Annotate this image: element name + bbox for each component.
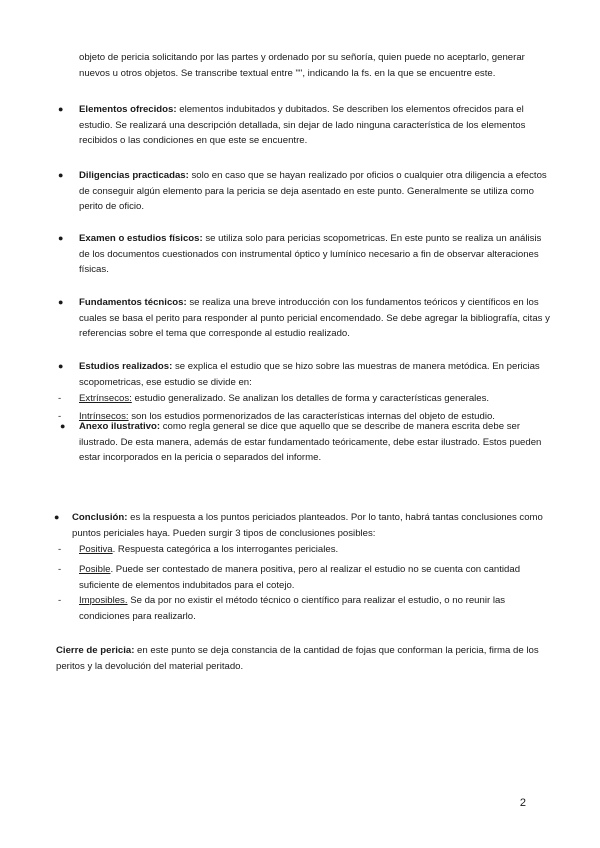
item-conclusion [72, 510, 554, 541]
item-estudios-realizados [79, 359, 554, 390]
subitem-imposibles [79, 593, 554, 624]
dash-marker: - [58, 595, 62, 606]
item-examen-estudios-fisicos [79, 231, 554, 278]
item-text: solo en caso que se hayan realizado por oficios o cualquier otra diligencia a efectos de conseguir algún elemento para la pericia se deja asentado en este punto. Generalmente se utiliza como perito de oficio. [79, 170, 547, 212]
bullet-icon: ● [58, 361, 64, 371]
item-label: Examen o estudios físicos: [79, 233, 203, 244]
subitem-positiva [79, 542, 554, 558]
subitem-text: . Puede ser contestado de manera positiva, pero al realizar el estudio no se cuenta con cantidad suficiente de elementos indubitados para el cotejo. [79, 564, 521, 591]
cierre-paragraph [56, 643, 554, 674]
subitem-text: son los estudios pormenorizados de las características internas del objeto de estudio. [128, 411, 495, 422]
subitem-label: Intrínsecos: [79, 411, 129, 422]
item-diligencias-practicadas [79, 168, 554, 215]
item-text: en este punto se deja constancia de la cantidad de fojas que conforman la pericia, firma de los peritos y la devolución del material peritado. [56, 645, 539, 672]
dash-marker: - [58, 393, 62, 404]
subitem-label: Extrínsecos: [79, 393, 132, 404]
item-label: Conclusión: [72, 512, 128, 523]
item-label: Anexo ilustrativo: [79, 421, 161, 432]
subitem-label: Posible [79, 564, 111, 575]
subitem-text: Se da por no existir el método técnico o científico para realizar el estudio, o no reunir las condiciones para realizarlo. [79, 595, 506, 622]
bullet-icon: ● [58, 170, 64, 180]
item-label: Cierre de pericia: [56, 645, 135, 656]
subitem-label: Imposibles. [79, 595, 128, 606]
item-text: elementos indubitados y dubitados. Se describen los elementos ofrecidos para el estudio. Se realizará una descripción detallada, sin dejar de lado ninguna característica de los elementos recibidos o las condiciones en que este se encuentre. [79, 104, 526, 146]
item-fundamentos-tecnicos [79, 295, 554, 342]
dash-marker: - [58, 544, 62, 555]
subitem-text: estudio generalizado. Se analizan los detalles de forma y características generales. [131, 393, 490, 404]
item-label: Estudios realizados: [79, 361, 173, 372]
subitem-label: Positiva [79, 544, 113, 555]
bullet-icon: ● [60, 421, 66, 431]
item-elementos-ofrecidos [79, 102, 554, 149]
dash-marker: - [58, 564, 62, 575]
bullet-icon: ● [58, 233, 64, 243]
item-text: se explica el estudio que se hizo sobre las muestras de manera metódica. En pericias scopometricas, ese estudio se divide en: [79, 361, 540, 388]
bullet-icon: ● [58, 297, 64, 307]
item-label: Diligencias practicadas: [79, 170, 189, 181]
item-text: se realiza una breve introducción con los fundamentos teóricos y científicos en los cuales se basa el perito para responder al punto pericial encomendado. Se debe agregar la bibliografía, citas y referencias sobre el tema que corresponde al estudio realizado. [79, 297, 550, 339]
dash-marker: - [58, 411, 62, 422]
item-label: Fundamentos técnicos: [79, 297, 187, 308]
item-anexo-ilustrativo [79, 419, 554, 466]
item-text: es la respuesta a los puntos periciados planteados. Por lo tanto, habrá tantas conclusiones como puntos periciales haya. Pueden surgir 3 tipos de conclusiones posibles: [72, 512, 543, 539]
item-label: Elementos ofrecidos: [79, 104, 177, 115]
bullet-icon: ● [54, 512, 60, 522]
item-text: se utiliza solo para pericias scopometricas. En este punto se realiza un análisis de los documentos cuestionados con instrumental óptico y lumínico necesario a fin de observar alteraciones físicas. [79, 233, 542, 275]
intro-paragraph: objeto de pericia solicitando por las partes y ordenado por su señoría, quien puede no aceptarlo, generar nuevos u otros objetos. Se transcribe textual entre "", indicando la fs. en la que se encuentre este. [79, 52, 525, 79]
bullet-icon: ● [58, 104, 64, 114]
item-text: como regla general se dice que aquello que se describe de manera escrita debe ser ilustrado. De esta manera, además de estar fundamentado teóricamente, debe estar ilustrado. Estos pueden estar incorporados en la pericia o separados del informe. [79, 421, 542, 463]
subitem-posible [79, 562, 554, 593]
subitem-extrinsecos [79, 391, 554, 407]
subitem-text: . Respuesta categórica a los interrogantes periciales. [112, 544, 339, 555]
page-number: 2 [519, 797, 526, 809]
